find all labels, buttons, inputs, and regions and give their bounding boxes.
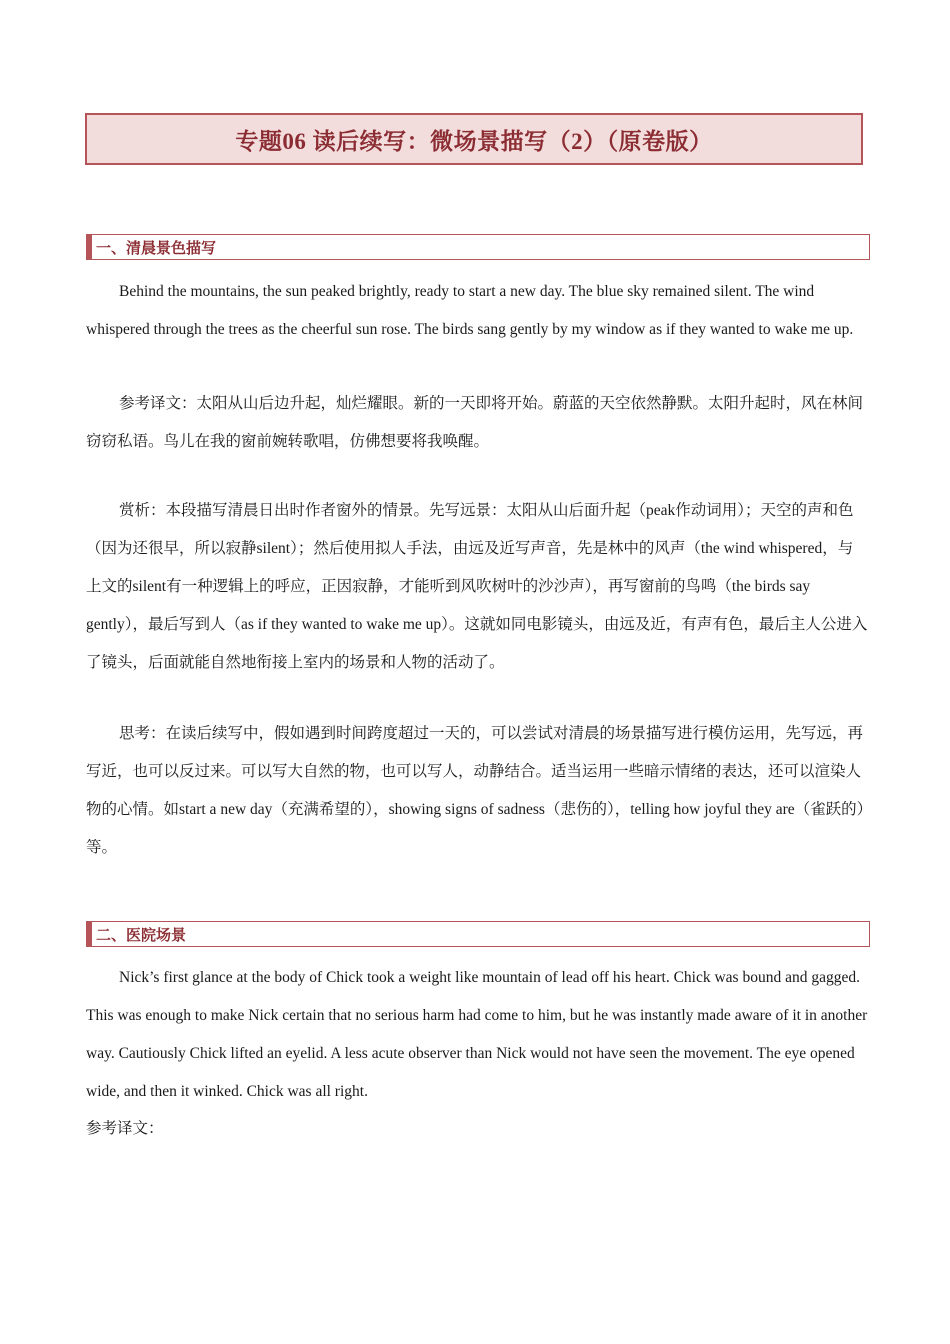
section-header-hospital: [86, 921, 870, 947]
section-heading: 一、清晨景色描写: [96, 240, 217, 257]
hospital-translation: 参考译文：: [86, 1120, 164, 1137]
morning-thinking: 思考：在读后续写中，假如遇到时间跨度超过一天的，可以尝试对清晨的场景描写进行模仿运用，先写远，再写近，也可以反过来。可以写大自然的物，也可以写人，动静结合。适当运用一些暗示情绪的表达，还可以渲染人物的心情。如start a new day（充满希望的），showing signs of sadness（悲伤的），telling how joyful they are（雀跃的）等。: [86, 725, 865, 856]
morning-passage: Behind the mountains, the sun peaked brightly, ready to start a new day. The blue sky remained silent. The wind whispered through the trees as the cheerful sun rose. The birds sang gently by my window as if they wanted to wake me up.: [86, 283, 854, 338]
morning-analysis: 赏析：本段描写清晨日出时作者窗外的情景。先写远景：太阳从山后面升起（peak作动词用）；天空的声和色（因为还很早，所以寂静silent）；然后使用拟人手法，由远及近写声音，先是林中的风声（the wind whispered，与上文的silent有一种逻辑上的呼应，正因寂静，才能听到风吹树叶的沙沙声），再写窗前的鸟鸣（the birds say gently），最后写到人（as if they wanted to wake me up）。这就如同电影镜头，由远及近，有声有色，最后主人公进入了镜头，后面就能自然地衔接上室内的场景和人物的活动了。: [86, 502, 868, 671]
page-title: 专题06 读后续写：微场景描写（2）（原卷版）: [235, 128, 713, 154]
morning-translation: 参考译文：太阳从山后边升起，灿烂耀眼。新的一天即将开始。蔚蓝的天空依然静默。太阳升起时，风在林间窃窃私语。鸟儿在我的窗前婉转歌唱，仿佛想要将我唤醒。: [86, 395, 864, 450]
hospital-passage: Nick’s first glance at the body of Chick took a weight like mountain of lead off his heart. Chick was bound and gagged. This was enough to make Nick certain that no serious harm had come to him, but he was instantly made aware of it in another way. Cautiously Chick lifted an eyelid. A less acute observer than Nick would not have seen the movement. The eye opened wide, and then it winked. Chick was all right.: [86, 969, 868, 1100]
title-banner: [85, 113, 863, 165]
section-header-morning: [86, 234, 870, 260]
section-heading: 二、医院场景: [96, 927, 187, 944]
